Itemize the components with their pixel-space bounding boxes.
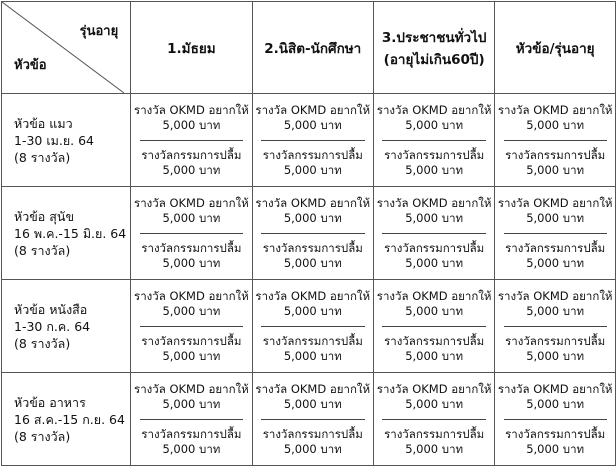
okmd-prize-amount: 5,000 บาท [526, 117, 585, 132]
row-topic-title: หัวข้อ หนังสือ [14, 301, 88, 317]
jury-prize [131, 145, 251, 181]
jury-prize-amount: 5,000 บาท [526, 441, 585, 456]
jury-prize-amount: 5,000 บาท [162, 255, 221, 270]
okmd-prize-label: รางวัล OKMD อยากให้ [497, 102, 613, 117]
row-topic-title: หัวข้อ สุนัข [14, 208, 75, 224]
prize-divider [261, 233, 365, 234]
okmd-prize-amount: 5,000 บาท [283, 396, 342, 411]
prize-divider [382, 326, 486, 327]
jury-prize-label: รางวัลกรรมการปลื้ม [262, 426, 363, 441]
jury-prize-label: รางวัลกรรมการปลื้ม [384, 333, 485, 348]
column-header-public-label [382, 30, 487, 68]
column-header-secondary: 1.มัธยม [131, 2, 252, 94]
jury-prize-label: รางวัลกรรมการปลื้ม [141, 333, 242, 348]
jury-prize [374, 145, 494, 181]
jury-prize-label: รางวัลกรรมการปลื้ม [505, 426, 606, 441]
okmd-prize-label: รางวัล OKMD อยากให้ [376, 381, 492, 396]
okmd-prize-amount: 5,000 บาท [526, 303, 585, 318]
okmd-prize-label: รางวัล OKMD อยากให้ [255, 381, 371, 396]
diagonal-divider [2, 2, 124, 93]
prize-cell [252, 94, 373, 187]
jury-prize-label: รางวัลกรรมการปลื้ม [141, 240, 242, 255]
jury-prize-label: รางวัลกรรมการปลื้ม [505, 240, 606, 255]
prize-divider [504, 233, 607, 234]
prize-divider [504, 140, 607, 141]
prize-cell [252, 373, 373, 466]
jury-prize [253, 238, 373, 274]
okmd-prize-amount: 5,000 บาท [162, 303, 221, 318]
row-topic-count: (8 รางวัล) [14, 149, 71, 165]
okmd-prize-label: รางวัล OKMD อยากให้ [255, 288, 371, 303]
okmd-prize-label: รางวัล OKMD อยากให้ [255, 102, 371, 117]
prize-divider [504, 326, 607, 327]
okmd-prize-amount: 5,000 บาท [405, 303, 464, 318]
jury-prize-amount: 5,000 บาท [283, 162, 342, 177]
jury-prize-label: รางวัลกรรมการปลื้ม [141, 426, 242, 441]
okmd-prize-label: รางวัล OKMD อยากให้ [134, 288, 249, 303]
prize-cell [252, 280, 373, 373]
prize-cell [373, 373, 494, 466]
column-header-topic-age: หัวข้อ/รุ่นอายุ [495, 2, 616, 94]
okmd-prize-label: รางวัล OKMD อยากให้ [376, 195, 492, 210]
corner-topic-label: หัวข้อ [14, 58, 47, 73]
jury-prize [131, 238, 251, 274]
okmd-prize-amount: 5,000 บาท [405, 117, 464, 132]
row-topic-dates: 1-30 ก.ค. 64 [14, 318, 91, 334]
prize-cell [131, 373, 252, 466]
okmd-prize-label: รางวัล OKMD อยากให้ [376, 102, 492, 117]
prize-cell [495, 94, 616, 187]
prize-cell [131, 187, 252, 280]
table-row [2, 373, 616, 466]
jury-prize-label: รางวัลกรรมการปลื้ม [384, 147, 485, 162]
prize-divider [382, 140, 486, 141]
okmd-prize [253, 193, 373, 229]
okmd-prize-label: รางวัล OKMD อยากให้ [497, 381, 613, 396]
row-topic-cell [2, 94, 131, 187]
table-row [2, 94, 616, 187]
prize-divider [140, 419, 244, 420]
okmd-prize-amount: 5,000 บาท [283, 117, 342, 132]
column-header-public-line2: (อายุไม่เกิน60ปี) [383, 51, 485, 68]
prize-divider [261, 419, 365, 420]
okmd-prize-amount: 5,000 บาท [526, 210, 585, 225]
okmd-prize-amount: 5,000 บาท [162, 396, 221, 411]
jury-prize-amount: 5,000 บาท [283, 348, 342, 363]
okmd-prize [253, 379, 373, 415]
jury-prize-amount: 5,000 บาท [283, 441, 342, 456]
prize-divider [261, 140, 365, 141]
table-row [2, 187, 616, 280]
prize-divider [140, 140, 244, 141]
okmd-prize [253, 286, 373, 322]
okmd-prize [374, 100, 494, 136]
jury-prize [131, 424, 251, 460]
okmd-prize [495, 379, 615, 415]
prize-cell [495, 373, 616, 466]
prize-divider [504, 419, 607, 420]
prize-cell [373, 94, 494, 187]
prize-divider [382, 233, 486, 234]
jury-prize [374, 238, 494, 274]
prize-divider [140, 233, 244, 234]
jury-prize [495, 424, 615, 460]
jury-prize-label: รางวัลกรรมการปลื้ม [384, 240, 485, 255]
row-topic-title: หัวข้อ อาหาร [14, 394, 86, 410]
okmd-prize-label: รางวัล OKMD อยากให้ [376, 288, 492, 303]
okmd-prize [253, 100, 373, 136]
okmd-prize [131, 286, 251, 322]
row-topic-cell [2, 280, 131, 373]
jury-prize-amount: 5,000 บาท [526, 348, 585, 363]
corner-age-label: รุ่นอายุ [79, 24, 119, 39]
jury-prize-label: รางวัลกรรมการปลื้ม [505, 147, 606, 162]
okmd-prize-amount: 5,000 บาท [405, 396, 464, 411]
jury-prize-amount: 5,000 บาท [405, 348, 464, 363]
prize-cell [495, 187, 616, 280]
prize-cell [495, 280, 616, 373]
row-topic-dates: 1-30 เม.ย. 64 [14, 132, 95, 148]
prize-cell [131, 280, 252, 373]
jury-prize [495, 238, 615, 274]
row-topic-dates: 16 ส.ค.-15 ก.ย. 64 [14, 411, 125, 427]
row-topic-count: (8 รางวัล) [14, 242, 71, 258]
jury-prize [495, 331, 615, 367]
jury-prize-label: รางวัลกรรมการปลื้ม [141, 147, 242, 162]
jury-prize-amount: 5,000 บาท [162, 441, 221, 456]
jury-prize-label: รางวัลกรรมการปลื้ม [262, 333, 363, 348]
column-header-public [373, 2, 494, 94]
prize-divider [382, 419, 486, 420]
okmd-prize [495, 193, 615, 229]
okmd-prize-label: รางวัล OKMD อยากให้ [134, 195, 249, 210]
okmd-prize-amount: 5,000 บาท [162, 117, 221, 132]
okmd-prize-label: รางวัล OKMD อยากให้ [134, 381, 249, 396]
prize-table [1, 1, 616, 466]
okmd-prize [131, 379, 251, 415]
okmd-prize-amount: 5,000 บาท [283, 303, 342, 318]
okmd-prize [374, 193, 494, 229]
row-topic-title: หัวข้อ แมว [14, 115, 73, 131]
okmd-prize [374, 379, 494, 415]
jury-prize-amount: 5,000 บาท [405, 441, 464, 456]
okmd-prize-label: รางวัล OKMD อยากให้ [255, 195, 371, 210]
jury-prize-amount: 5,000 บาท [405, 255, 464, 270]
jury-prize [131, 331, 251, 367]
row-topic-count: (8 รางวัล) [14, 428, 71, 444]
jury-prize-amount: 5,000 บาท [526, 255, 585, 270]
jury-prize-label: รางวัลกรรมการปลื้ม [505, 333, 606, 348]
jury-prize [253, 331, 373, 367]
jury-prize-amount: 5,000 บาท [405, 162, 464, 177]
table-row [2, 280, 616, 373]
okmd-prize-amount: 5,000 บาท [162, 210, 221, 225]
okmd-prize [495, 286, 615, 322]
okmd-prize-amount: 5,000 บาท [526, 396, 585, 411]
jury-prize [253, 424, 373, 460]
jury-prize-label: รางวัลกรรมการปลื้ม [384, 426, 485, 441]
jury-prize-amount: 5,000 บาท [283, 255, 342, 270]
okmd-prize-label: รางวัล OKMD อยากให้ [497, 195, 613, 210]
corner-cell [2, 2, 131, 94]
okmd-prize-amount: 5,000 บาท [405, 210, 464, 225]
okmd-prize [131, 100, 251, 136]
jury-prize [495, 145, 615, 181]
okmd-prize [131, 193, 251, 229]
prize-divider [140, 326, 244, 327]
jury-prize [253, 145, 373, 181]
prize-cell [131, 94, 252, 187]
jury-prize-amount: 5,000 บาท [162, 348, 221, 363]
header-row [2, 2, 616, 94]
okmd-prize [374, 286, 494, 322]
prize-cell [252, 187, 373, 280]
jury-prize-amount: 5,000 บาท [162, 162, 221, 177]
prize-cell [373, 280, 494, 373]
row-topic-count: (8 รางวัล) [14, 335, 71, 351]
row-topic-dates: 16 พ.ค.-15 มิ.ย. 64 [14, 225, 127, 241]
column-header-public-line1: 3.ประชาชนทั่วไป [381, 29, 487, 46]
jury-prize [374, 331, 494, 367]
prize-cell [373, 187, 494, 280]
okmd-prize-amount: 5,000 บาท [283, 210, 342, 225]
row-topic-cell [2, 373, 131, 466]
okmd-prize-label: รางวัล OKMD อยากให้ [497, 288, 613, 303]
row-topic-cell [2, 187, 131, 280]
okmd-prize-label: รางวัล OKMD อยากให้ [134, 102, 249, 117]
jury-prize [374, 424, 494, 460]
prize-divider [261, 326, 365, 327]
jury-prize-label: รางวัลกรรมการปลื้ม [262, 240, 363, 255]
column-header-university: 2.นิสิต-นักศึกษา [252, 2, 373, 94]
jury-prize-amount: 5,000 บาท [526, 162, 585, 177]
okmd-prize [495, 100, 615, 136]
jury-prize-label: รางวัลกรรมการปลื้ม [262, 147, 363, 162]
